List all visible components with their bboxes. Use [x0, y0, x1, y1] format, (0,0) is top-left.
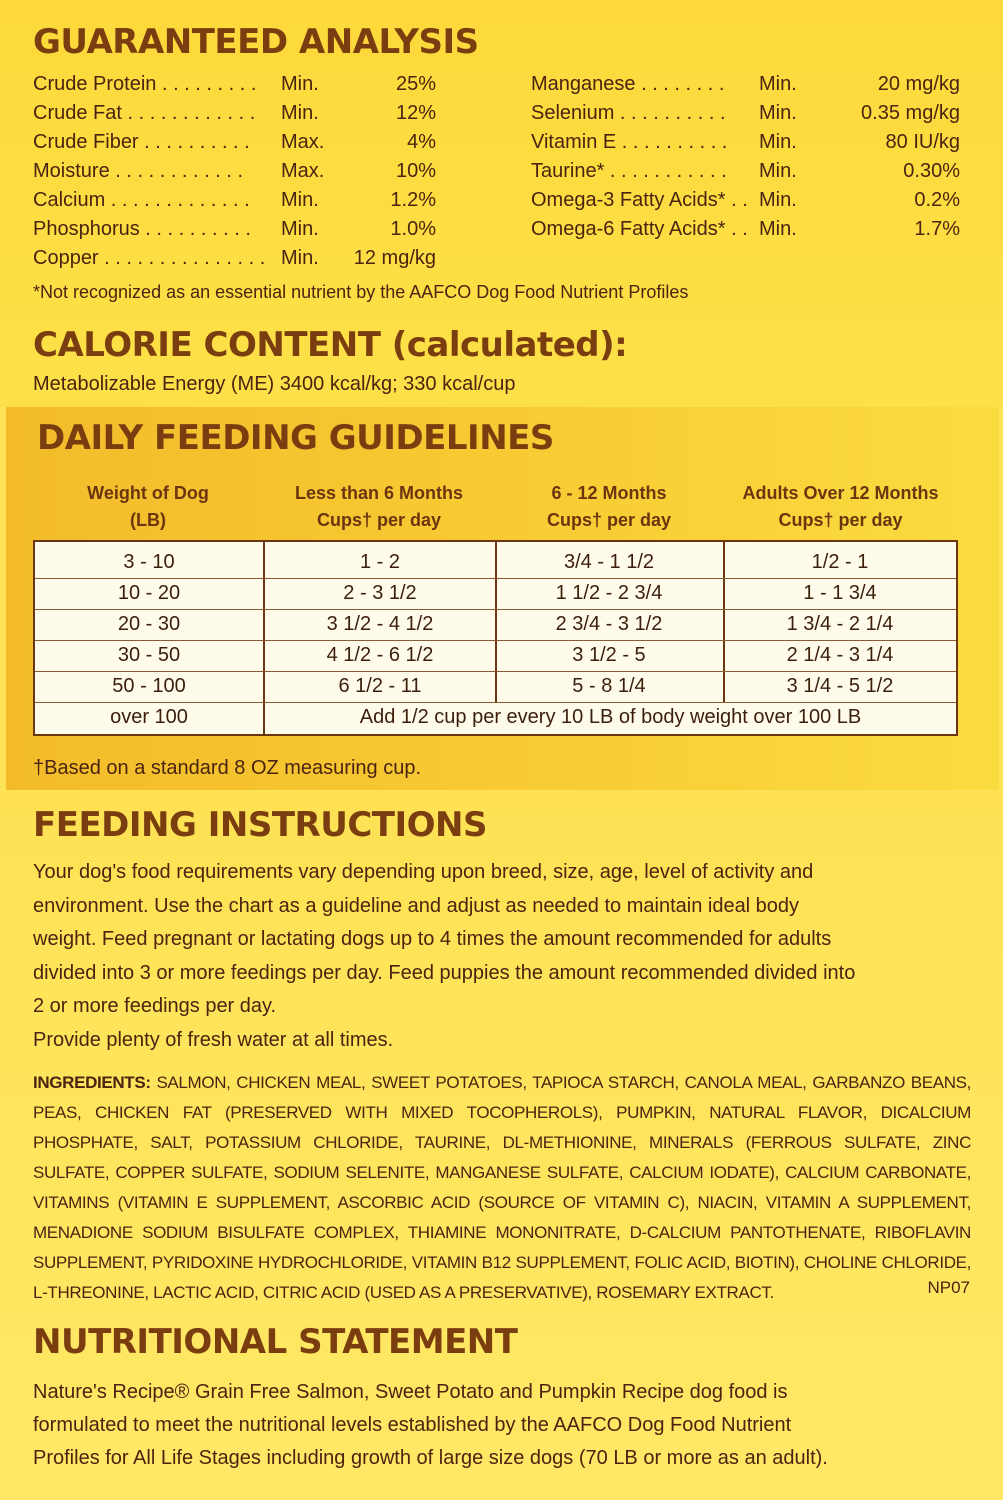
- nutrient-qualifier: Min.: [281, 102, 319, 124]
- nutrient-name: Omega-3 Fatty Acids* . .: [531, 189, 748, 211]
- nutrient-qualifier: Min.: [281, 247, 319, 269]
- ingredients-text: [33, 1068, 971, 1308]
- product-code: NP07: [927, 1278, 970, 1297]
- statement-line: Profiles for All Life Stages including growth of large size dogs (70 LB or more as an adult).: [33, 1447, 828, 1469]
- instruction-line: Your dog's food requirements vary depending upon breed, size, age, level of activity and: [33, 861, 814, 883]
- column-header-puppy: Less than 6 Months Cups† per day: [294, 483, 464, 530]
- analysis-row: [531, 99, 960, 128]
- table-cell: 4 1/2 - 6 1/2: [326, 644, 434, 666]
- nutrient-value: 1.7%: [914, 218, 960, 240]
- table-cell: 50 - 100: [112, 675, 186, 697]
- table-cell: 1 3/4 - 2 1/4: [786, 613, 894, 635]
- nutrient-qualifier: Min.: [759, 218, 797, 240]
- nutrient-name: Manganese . . . . . . . .: [531, 73, 725, 95]
- nutrient-value: 12 mg/kg: [353, 247, 436, 269]
- table-cell: 3 1/2 - 4 1/2: [326, 613, 434, 635]
- nutrient-name: Phosphorus . . . . . . . . . .: [33, 218, 251, 240]
- nutritional-statement-title: NUTRITIONAL STATEMENT: [33, 1322, 518, 1362]
- analysis-row: [531, 70, 960, 99]
- table-cell: 5 - 8 1/4: [572, 675, 646, 697]
- nutrient-name: Crude Protein . . . . . . . . .: [33, 73, 257, 95]
- table-cell: 3 - 10: [123, 551, 175, 573]
- analysis-row: [33, 128, 436, 157]
- table-cell: 1 - 2: [359, 551, 401, 573]
- table-divider: [495, 542, 497, 702]
- nutrient-qualifier: Max.: [281, 160, 325, 182]
- table-cell-over-100-note: Add 1/2 cup per every 10 LB of body weight over 100 LB: [359, 706, 862, 728]
- statement-line: Nature's Recipe® Grain Free Salmon, Sweet Potato and Pumpkin Recipe dog food is: [33, 1381, 788, 1403]
- guaranteed-analysis-title: GUARANTEED ANALYSIS: [33, 22, 479, 62]
- calorie-content-text: Metabolizable Energy (ME) 3400 kcal/kg; 330 kcal/cup: [33, 373, 516, 395]
- nutrient-name: Crude Fiber . . . . . . . . . .: [33, 131, 250, 153]
- nutrient-value: 1.2%: [390, 189, 436, 211]
- instruction-line: Provide plenty of fresh water at all times.: [33, 1028, 394, 1051]
- cup-footnote: †Based on a standard 8 OZ measuring cup.: [33, 757, 422, 779]
- analysis-row: [531, 186, 960, 215]
- analysis-row: [33, 244, 436, 273]
- analysis-row: [33, 215, 436, 244]
- nutrient-name: Omega-6 Fatty Acids* . .: [531, 218, 748, 240]
- nutrient-value: 10%: [395, 160, 436, 182]
- analysis-footnote: *Not recognized as an essential nutrient by the AAFCO Dog Food Nutrient Profiles: [33, 282, 689, 302]
- table-cell: 20 - 30: [117, 613, 181, 635]
- nutrient-name: Vitamin E . . . . . . . . . .: [531, 131, 728, 153]
- table-cell: 2 1/4 - 3 1/4: [786, 644, 894, 666]
- feeding-instructions-title: FEEDING INSTRUCTIONS: [33, 805, 487, 845]
- nutrient-qualifier: Max.: [281, 131, 325, 153]
- table-cell: 1 1/2 - 2 3/4: [555, 582, 663, 604]
- nutrient-value: 0.35 mg/kg: [861, 102, 960, 124]
- analysis-row: [33, 157, 436, 186]
- column-header-weight: Weight of Dog (LB): [87, 483, 209, 530]
- analysis-row: [33, 99, 436, 128]
- calorie-content-title: CALORIE CONTENT (calculated):: [33, 325, 628, 365]
- nutrient-name: Crude Fat . . . . . . . . . . . .: [33, 102, 256, 124]
- analysis-row: [33, 70, 436, 99]
- table-cell: 3 1/4 - 5 1/2: [786, 675, 894, 697]
- analysis-row: [531, 215, 960, 244]
- nutrient-name: Selenium . . . . . . . . . .: [531, 102, 726, 124]
- ingredients-label: INGREDIENTS:: [33, 1073, 151, 1092]
- nutrient-name: Moisture . . . . . . . . . . . .: [33, 160, 244, 182]
- table-cell: 2 3/4 - 3 1/2: [555, 613, 663, 635]
- nutrient-value: 0.30%: [903, 160, 960, 182]
- table-divider: [723, 542, 725, 702]
- analysis-row: [33, 186, 436, 215]
- column-header-junior: 6 - 12 Months Cups† per day: [546, 483, 672, 530]
- nutrient-qualifier: Min.: [281, 189, 319, 211]
- nutrient-name: Calcium . . . . . . . . . . . . .: [33, 189, 250, 211]
- table-cell: 2 - 3 1/2: [343, 582, 417, 604]
- nutrient-value: 25%: [395, 73, 436, 95]
- table-cell: 3 1/2 - 5: [572, 644, 646, 666]
- nutrient-qualifier: Min.: [759, 131, 797, 153]
- instruction-line: 2 or more feedings per day.: [33, 995, 277, 1017]
- nutrient-value: 4%: [407, 131, 436, 153]
- nutrient-qualifier: Min.: [759, 189, 797, 211]
- table-cell: 30 - 50: [117, 644, 181, 666]
- table-cell-over-100: over 100: [110, 706, 188, 728]
- nutrient-qualifier: Min.: [281, 218, 319, 240]
- nutrient-value: 0.2%: [914, 189, 960, 211]
- table-cell: 6 1/2 - 11: [338, 675, 422, 697]
- daily-feeding-title: DAILY FEEDING GUIDELINES: [37, 418, 554, 458]
- statement-line: formulated to meet the nutritional levels established by the AAFCO Dog Food Nutrient: [33, 1414, 792, 1436]
- table-cell: 1 - 1 3/4: [803, 582, 877, 604]
- table-cell: 1/2 - 1: [811, 551, 869, 573]
- nutrient-qualifier: Min.: [281, 73, 319, 95]
- nutrient-value: 1.0%: [390, 218, 436, 240]
- instruction-line: environment. Use the chart as a guideline and adjust as needed to maintain ideal body: [33, 894, 800, 917]
- nutrient-qualifier: Min.: [759, 73, 797, 95]
- ingredients-list: SALMON, CHICKEN MEAL, SWEET POTATOES, TAPIOCA STARCH, CANOLA MEAL, GARBANZO BEANS, PEAS, CHICKEN FAT (PRESERVED WITH MIXED TOCOPHEROLS), PUMPKIN, NATURAL FLAVOR, DICALCIUM PHOSPHATE, SALT, POTASSIUM CHLORIDE, TAURINE, DL-METHIONINE, MINERALS (FERROUS SULFATE, ZINC SULFATE, COPPER SULFATE, SODIUM SELENITE, MANGANESE SULFATE, CALCIUM IODATE), CALCIUM CARBONATE, VITAMINS (VITAMIN E SUPPLEMENT, ASCORBIC ACID (SOURCE OF VITAMIN C), NIACIN, VITAMIN A SUPPLEMENT, MENADIONE SODIUM BISULFATE COMPLEX, THIAMINE MONONITRATE, D-CALCIUM PANTOTHENATE, RIBOFLAVIN SUPPLEMENT, PYRIDOXINE HYDROCHLORIDE, VITAMIN B12 SUPPLEMENT, FOLIC ACID, BIOTIN), CHOLINE CHLORIDE, L-THREONINE, LACTIC ACID, CITRIC ACID (USED AS A PRESERVATIVE), ROSEMARY EXTRACT.: [33, 1073, 971, 1302]
- nutrient-qualifier: Min.: [759, 160, 797, 182]
- table-cell: 3/4 - 1 1/2: [563, 551, 655, 573]
- nutrient-name: Taurine* . . . . . . . . . . .: [531, 160, 727, 182]
- nutrient-value: 12%: [395, 102, 436, 124]
- analysis-row: [531, 128, 960, 157]
- feeding-table: [33, 540, 958, 736]
- column-header-adult: Adults Over 12 Months Cups† per day: [742, 483, 939, 530]
- instruction-line: weight. Feed pregnant or lactating dogs up to 4 times the amount recommended for adults: [33, 928, 832, 950]
- nutrient-value: 80 IU/kg: [885, 131, 960, 153]
- nutrient-name: Copper . . . . . . . . . . . . . . .: [33, 247, 266, 269]
- instruction-line: divided into 3 or more feedings per day. Feed puppies the amount recommended divided into: [33, 961, 856, 984]
- analysis-row: [531, 157, 960, 186]
- nutrient-value: 20 mg/kg: [877, 73, 960, 95]
- table-cell: 10 - 20: [117, 582, 181, 604]
- nutrient-qualifier: Min.: [759, 102, 797, 124]
